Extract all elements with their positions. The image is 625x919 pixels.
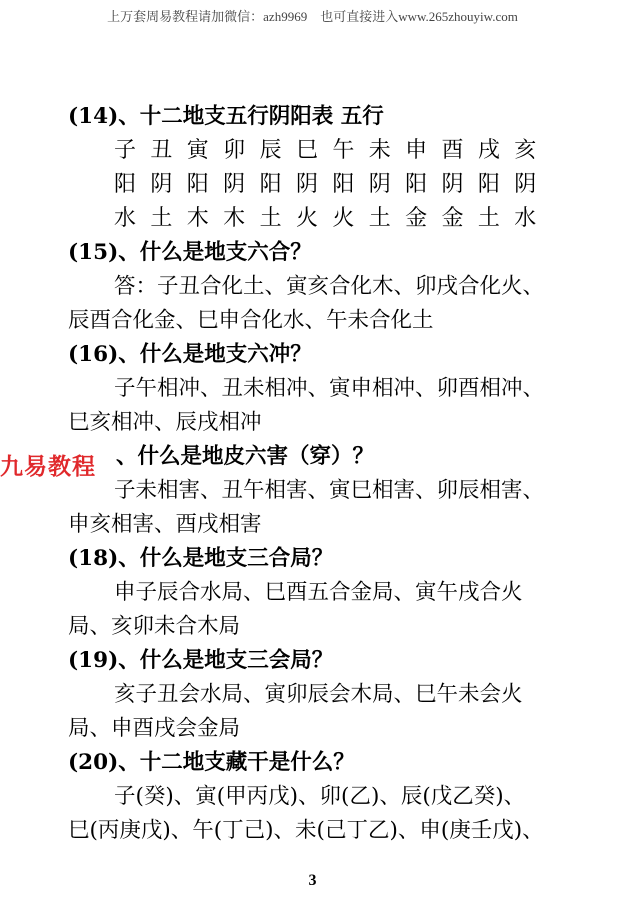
table-cell: 火 [332,206,355,231]
body-line: 局、申酉戌会金局 [68,716,241,741]
table-cell: 阳 [332,172,355,197]
body-line: 巳亥相冲、辰戌相冲 [68,410,262,435]
body-line: 局、亥卯未合木局 [68,614,241,639]
section-heading-17: 、什么是地皮六害（穿）？ [116,444,375,469]
table-cell: 阴 [150,172,173,197]
section-heading-16: (16)、什么是地支六冲？ [68,342,312,367]
table-cell: 亥 [514,138,537,163]
table-cell: 巳 [295,138,318,163]
table-cell: 申 [405,138,428,163]
table-cell: 水 [114,206,137,231]
section-heading-19: (19)、什么是地支三会局？ [68,648,334,673]
element-row [68,202,588,236]
body-line: 答：子丑合化土、寅亥合化木、卯戌合化火、 [114,274,545,299]
watermark-logo: 九易教程 [0,454,96,480]
table-cell: 阳 [186,172,209,197]
section-heading-20: (20)、十二地支藏干是什么？ [68,750,355,775]
table-cell: 土 [368,206,391,231]
table-cell: 木 [186,206,209,231]
table-cell: 酉 [441,138,464,163]
branch-row [68,134,588,168]
table-cell: 寅 [186,138,209,163]
table-cell: 阴 [514,172,537,197]
body-line: 子午相冲、丑未相冲、寅申相冲、卯酉相冲、 [114,376,545,401]
table-cell: 阳 [259,172,282,197]
table-cell: 土 [477,206,500,231]
header-banner: 上万套周易教程请加微信：azh9969 也可直接进入www.265zhouyiw.com [107,9,518,24]
yinyang-row [68,168,588,202]
table-cell: 水 [514,206,537,231]
table-cell: 戌 [477,138,500,163]
table-cell: 午 [332,138,355,163]
table-cell: 阴 [441,172,464,197]
body-line: 申亥相害、酉戌相害 [68,512,262,537]
table-cell: 丑 [150,138,173,163]
content-body [68,100,588,848]
section-heading-15: (15)、什么是地支六合？ [68,240,312,265]
table-cell: 阳 [477,172,500,197]
body-line: 子(癸)、寅(甲丙戊)、卯(乙)、辰(戊乙癸)、 [114,784,526,809]
body-line: 巳(丙庚戊)、午(丁己)、未(己丁乙)、申(庚壬戊)、 [68,818,544,843]
table-cell: 卯 [223,138,246,163]
body-line: 子未相害、丑午相害、寅巳相害、卯辰相害、 [114,478,545,503]
table-cell: 辰 [259,138,282,163]
table-cell: 阳 [405,172,428,197]
table-cell: 火 [295,206,318,231]
table-cell: 金 [441,206,464,231]
section-heading-18: (18)、什么是地支三合局？ [68,546,334,571]
body-line: 申子辰合水局、巳酉五合金局、寅午戌合火 [114,580,523,605]
body-line: 辰酉合化金、巳申合化水、午未合化土 [68,308,434,333]
table-cell: 土 [150,206,173,231]
table-cell: 未 [368,138,391,163]
table-cell: 阴 [368,172,391,197]
section-heading-14: (14)、十二地支五行阴阳表 五行 [68,104,384,129]
table-cell: 土 [259,206,282,231]
table-cell: 阴 [223,172,246,197]
table-cell: 子 [114,138,137,163]
table-cell: 阳 [114,172,137,197]
body-line: 亥子丑会水局、寅卯辰会木局、巳午未会火 [114,682,523,707]
table-cell: 金 [405,206,428,231]
page-number: 3 [308,872,317,889]
table-cell: 木 [223,206,246,231]
table-cell: 阴 [295,172,318,197]
